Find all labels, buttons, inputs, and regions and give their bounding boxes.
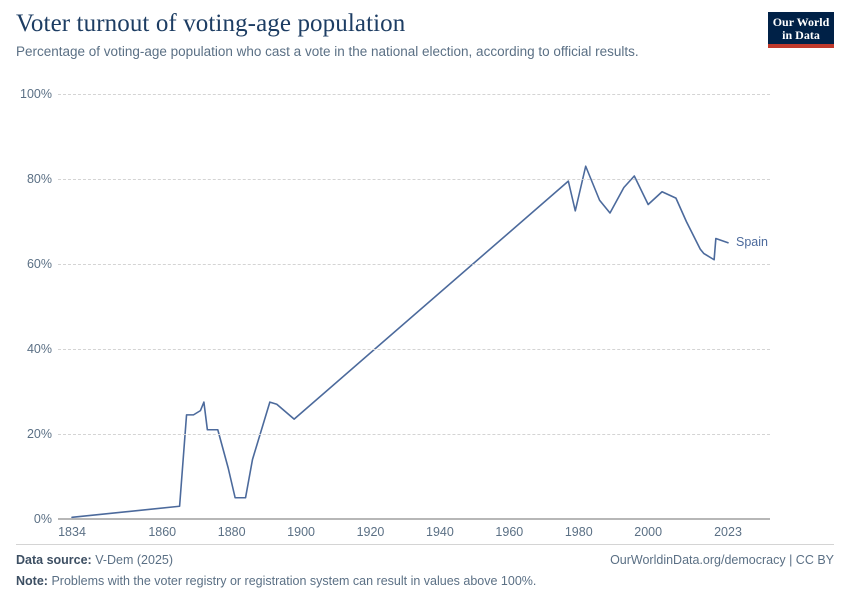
series-lines [58, 94, 770, 519]
page-subtitle: Percentage of voting-age population who cast a vote in the national election, according to official results. [16, 44, 639, 59]
x-axis-tick-label: 2023 [714, 525, 742, 539]
y-axis-tick-label: 20% [26, 427, 52, 441]
grid-line [58, 179, 770, 180]
owid-logo[interactable] [768, 12, 834, 48]
attribution-link[interactable]: OurWorldinData.org/democracy | CC BY [610, 553, 834, 567]
logo-line-1: Our World [772, 15, 830, 29]
x-axis-tick-label: 1940 [426, 525, 454, 539]
grid-line [58, 94, 770, 95]
series-label-spain[interactable]: Spain [736, 234, 768, 249]
chart-note-value: Problems with the voter registry or registration system can result in values above 100%. [51, 574, 537, 588]
x-axis-tick-label: 1960 [495, 525, 524, 539]
data-source-value: V-Dem (2025) [95, 553, 174, 567]
series-line [72, 166, 728, 517]
data-source-label: Data source: [16, 553, 92, 567]
grid-line [58, 434, 770, 435]
y-axis-tick-label: 100% [20, 87, 52, 101]
grid-line [58, 349, 770, 350]
x-axis-tick-label: 1860 [148, 525, 177, 539]
x-axis-tick-label: 1920 [356, 525, 385, 539]
x-axis-tick-label: 1980 [564, 525, 593, 539]
x-axis-tick-label: 1880 [217, 525, 246, 539]
chart-footer [16, 544, 834, 588]
x-axis-tick-label: 1834 [58, 525, 86, 539]
chart-note-label: Note: [16, 574, 48, 588]
page-title: Voter turnout of voting-age population [16, 10, 406, 37]
grid-line [58, 519, 770, 520]
plot-region[interactable] [20, 87, 770, 539]
chart-area [0, 82, 850, 542]
x-axis-tick-label: 1900 [287, 525, 315, 539]
data-source [16, 553, 173, 567]
chart-note [16, 574, 834, 588]
chart-header [16, 10, 756, 59]
grid-line [58, 264, 770, 265]
y-axis-tick-label: 60% [26, 257, 52, 271]
y-axis-tick-label: 80% [26, 172, 52, 186]
x-axis-tick-label: 2000 [634, 525, 663, 539]
y-axis-tick-label: 40% [26, 342, 52, 356]
y-axis-tick-label: 0% [33, 512, 52, 526]
logo-line-2: in Data [782, 28, 820, 42]
